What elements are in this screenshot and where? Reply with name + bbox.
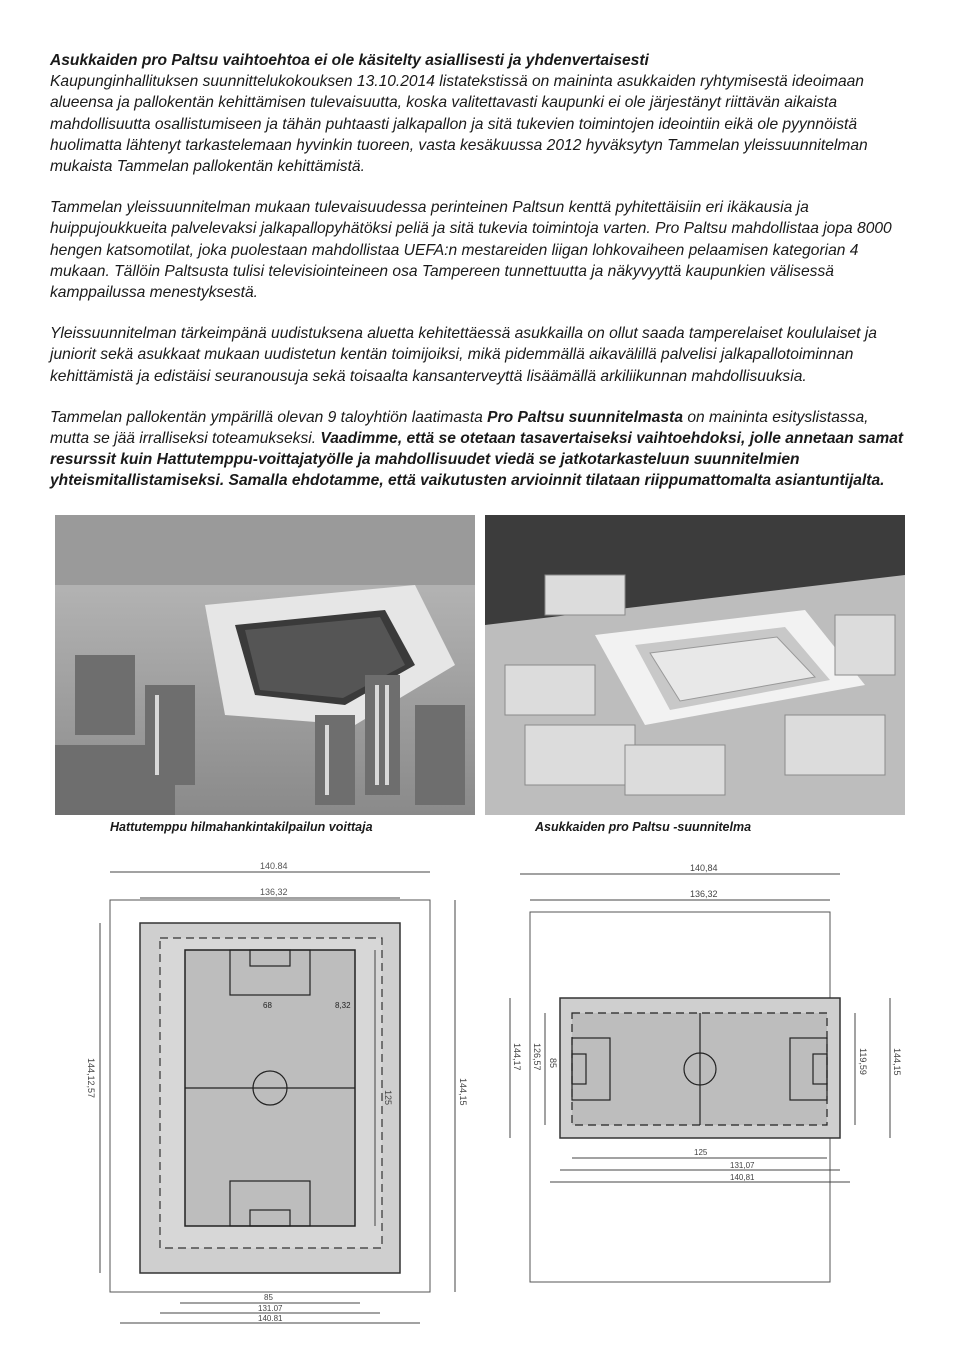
paragraph-2-b: Pro Paltsu mahdollistaa jopa 8000 hengen katsomotilat, joka puolestaan mahdollistaa UEFA:n mestareiden liigan lohkovaiheen pelaamisen kategorian 4 mukaan. <box>50 220 892 280</box>
plans-row <box>60 858 910 1328</box>
plan-right <box>490 858 910 1328</box>
plan-right-top-outer: 140,84 <box>690 863 718 873</box>
paragraph-4-b: Pro Paltsu suunnitelmasta <box>487 408 684 426</box>
paragraph-4-a: Tammelan pallokentän ympärillä olevan 9 taloyhtiön laatimasta <box>50 408 483 426</box>
paragraph-4-d: Vaadimme, että se otetaan tasavertaiseksi vaihtoehdoksi, jolle annetaan samat resurssit kuin Hattutemppu-voittajatyölle ja mahdollisuudet viedä se jatkotarkasteluun suunnitelmien yhteismitallistamiseksi. Samalla ehdotamme, että vaikutusten arvioinnit tilataan riippumattomalta asiantuntijalta. <box>50 430 904 490</box>
plan-right-bottom-b: 131,07 <box>730 1161 755 1170</box>
paragraph-3-text: Yleissuunnitelman tärkeimpänä uudistuksena aluetta kehitettäessä asukkailla on ollut saada tamperelaiset koululaiset ja juniorit sekä asukkaat mukaan uudistetun kentän toimijoiksi, mikä pidemmällä aikavälillä palvelisi jalkapallotoiminnan kehittämistä ja edistäisi seuranousuja sekä toisaalta kansanterveyttä lisäämällä arkiliikunnan mahdollisuuksia. <box>50 325 877 385</box>
caption-left: Hattutemppu hilmahankintakilpailun voittaja <box>110 820 373 834</box>
paragraph-1-heading: Asukkaiden pro Paltsu vaihtoehtoa ei ole käsitelty asiallisesti ja yhdenvertaisesti <box>50 52 649 69</box>
plan-left-field-side: 8,32 <box>335 1001 351 1010</box>
paragraph-4 <box>50 407 910 492</box>
plan-left-right-outer: 144,15 <box>458 1078 468 1106</box>
plan-left-bottom-c: 140.81 <box>258 1314 283 1323</box>
plan-right-left-b: 126,57 <box>532 1043 542 1071</box>
plan-left-bottom-a: 85 <box>264 1293 273 1302</box>
paragraph-1-text: Kaupunginhallituksen suunnittelukokouksen 13.10.2014 listatekstissä on maininta asukkaiden ryhtymisestä ideoimaan alueensa ja pallokentän kehittämisen tulevaisuutta, koska valitettavasti kaupunki ei ole järjestänyt riittävän aikaista mahdollisuutta osallistumiseen ja tähän puhtaasti jalkapallon ja sitä tukevien toimintojen ideointiin eikä ole pyynnöistä huolimatta lähtenyt tarkastelemaan hyvinkin tuoreen, vasta kesäkuussa 2012 hyväksytyn Tammelan yleissuunnitelman mukaista Tammelan pallokentän kehittämistä. <box>50 73 868 176</box>
plan-right-bottom-c: 140,81 <box>730 1173 755 1182</box>
plan-right-left-a: 144,17 <box>512 1043 522 1071</box>
plan-left-top-inner: 136,32 <box>260 887 288 897</box>
paragraph-2-a: Tammelan yleissuunnitelman mukaan tulevaisuudessa perinteinen Paltsun kenttä pyhitettäisiin eri ikäkausia ja huippujoukkueita palvelevaksi jalkapallopyhätöksi peliä ja sitä tukevia toimintoja varten. <box>50 199 809 238</box>
stadium-aerial-photo <box>55 515 475 815</box>
paragraph-1 <box>50 50 910 177</box>
document-body <box>50 50 910 512</box>
plan-right-right-a: 119,59 <box>858 1048 868 1075</box>
plan-left <box>60 858 480 1328</box>
paragraph-4-c: on maininta esityslistassa, mutta se jää irralliseksi toteamukseksi. <box>50 408 869 448</box>
plan-right-bottom-a: 125 <box>694 1148 708 1157</box>
paragraph-3 <box>50 323 910 387</box>
paragraph-2-c: Tällöin Paltsusta tulisi televisiointeineen osa Tampereen tunnettuutta ja näkyvyyttä kaupunkien välisessä kamppailussa menestyksestä. <box>50 262 834 302</box>
plan-right-right-b: 144,15 <box>892 1048 902 1076</box>
plan-right-top-inner: 136,32 <box>690 889 718 899</box>
plan-left-right-len: 125 <box>383 1090 393 1106</box>
plan-left-left-outer: 144,12,57 <box>86 1058 96 1099</box>
plan-left-top-outer: 140.84 <box>260 861 288 871</box>
plan-left-field-mid: 68 <box>263 1001 272 1010</box>
plan-left-bottom-b: 131.07 <box>258 1304 283 1313</box>
caption-right: Asukkaiden pro Paltsu -suunnitelma <box>535 820 752 834</box>
plan-right-left-c: 85 <box>548 1058 558 1069</box>
paragraph-2 <box>50 197 910 303</box>
stadium-model-photo <box>485 515 905 815</box>
photos-row <box>55 515 905 825</box>
